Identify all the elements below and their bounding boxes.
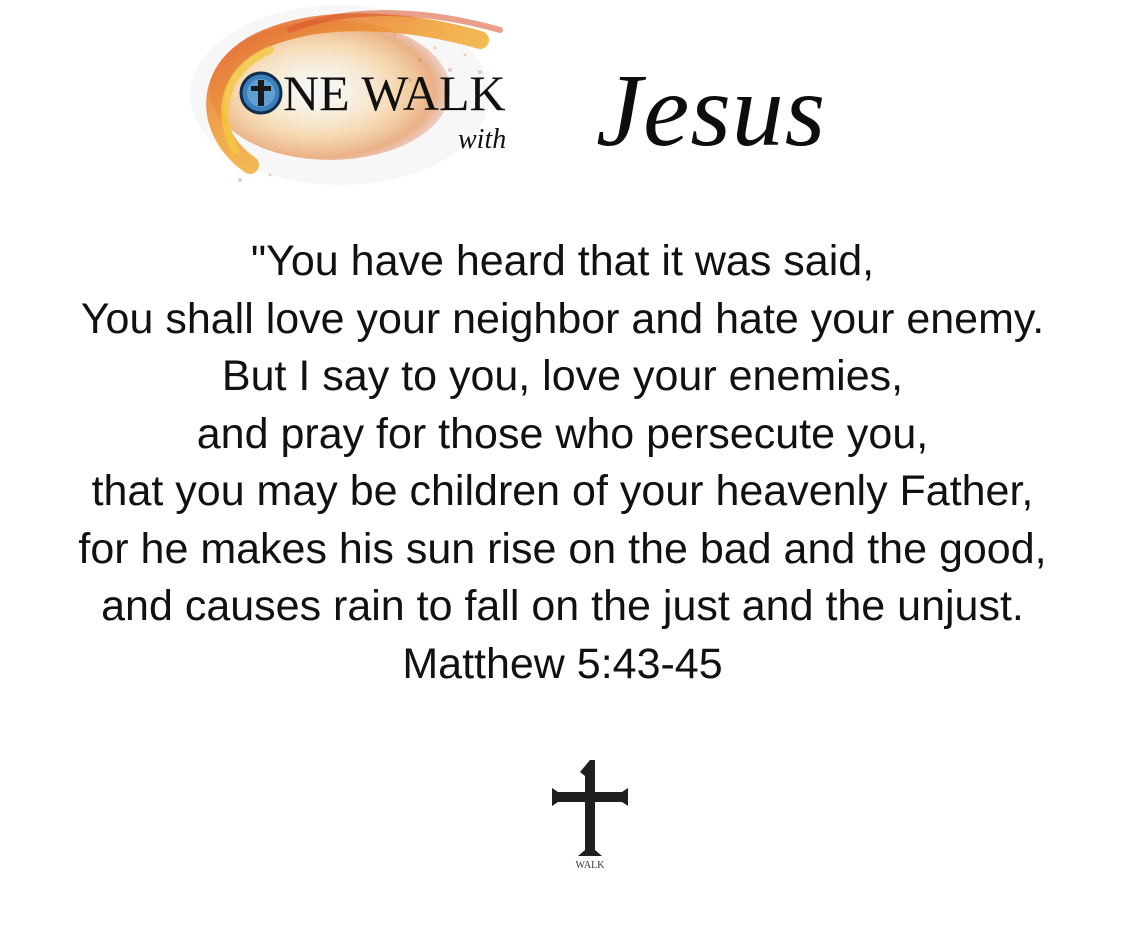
one-walk-cross-icon xyxy=(540,750,640,880)
logo-jesus-text: Jesus xyxy=(596,53,827,168)
verse-line: You shall love your neighbor and hate your enemy. xyxy=(80,294,1045,343)
verse-line: and pray for those who persecute you, xyxy=(196,409,929,458)
verse-line: But I say to you, love your enemies, xyxy=(221,352,904,400)
verse-reference: Matthew 5:43-45 xyxy=(402,639,723,688)
logo-one-walk-text: NE WALK xyxy=(283,65,506,121)
verse-line: and causes rain to fall on the just and the unjust. xyxy=(101,582,1024,630)
logo-with-text: with xyxy=(458,124,507,155)
cross-caption: WALK xyxy=(575,860,605,871)
one-walk-logo xyxy=(180,0,940,210)
cross-globe-icon xyxy=(239,71,283,115)
verse-line: "You have heard that it was said, xyxy=(250,237,875,285)
verse-line: that you may be children of your heavenly Father, xyxy=(91,467,1034,515)
scripture-verse xyxy=(0,233,1125,693)
verse-line: for he makes his sun rise on the bad and the good, xyxy=(78,524,1047,573)
